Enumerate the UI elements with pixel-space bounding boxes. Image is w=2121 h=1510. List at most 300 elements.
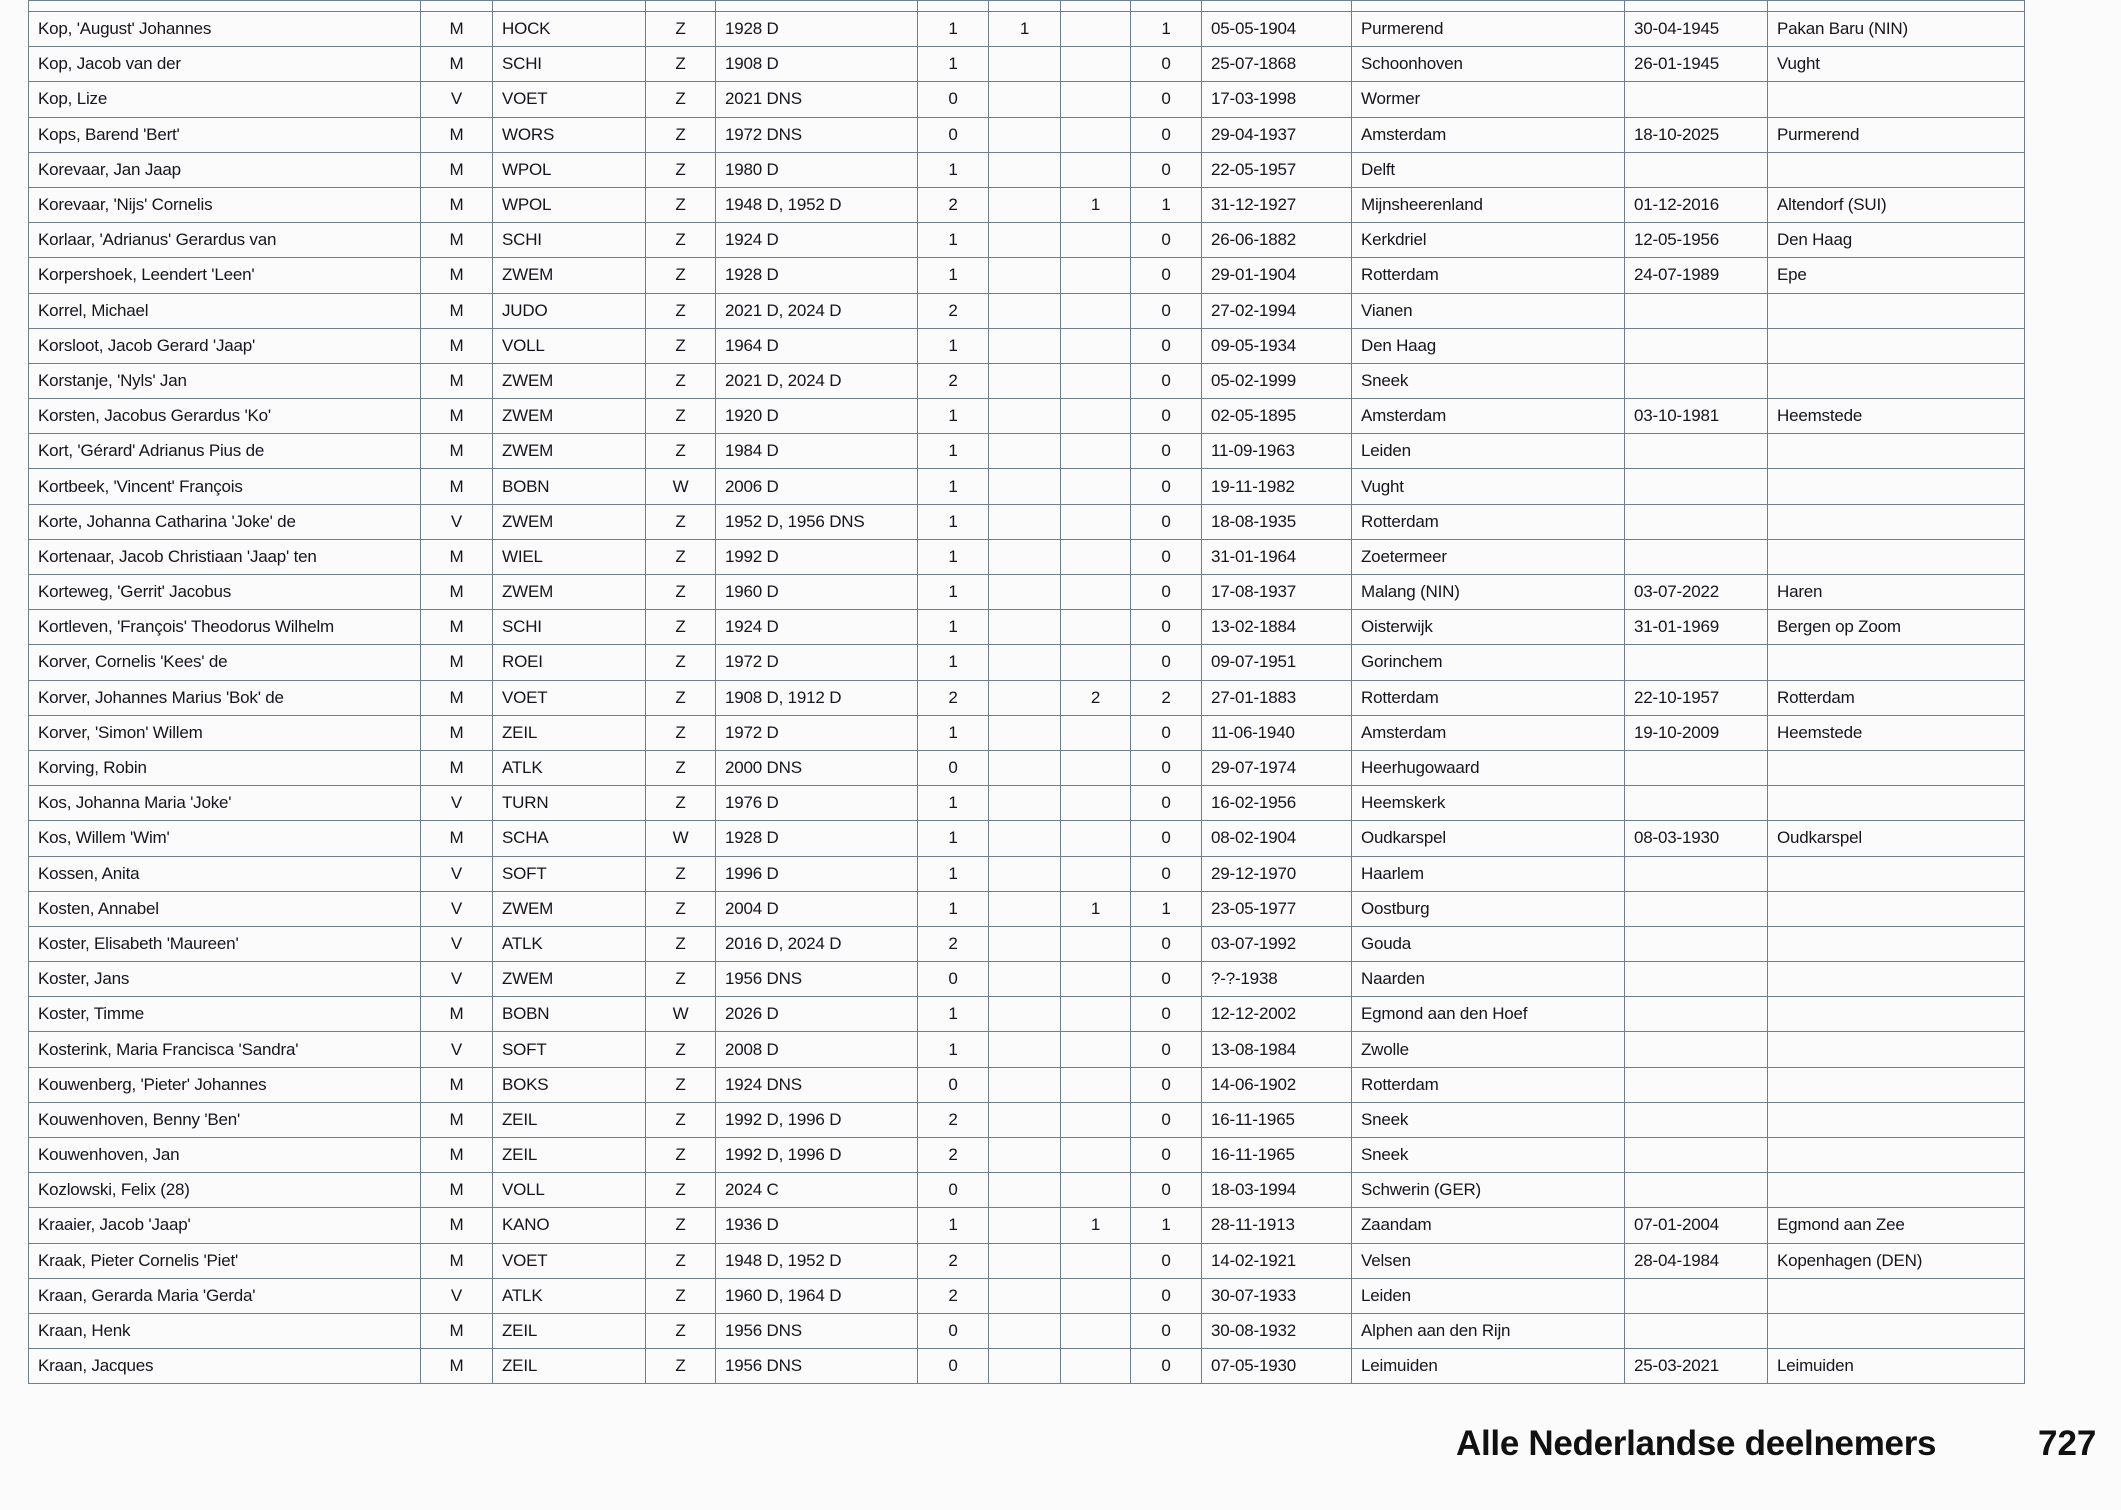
cell-death-date: [1625, 469, 1768, 504]
cell-name: Korver, Cornelis 'Kees' de: [29, 645, 421, 680]
cell-death-place: Heemstede: [1768, 715, 2025, 750]
cell-season: Z: [646, 891, 716, 926]
cell-gender: V: [421, 1278, 493, 1313]
cell-birth-place: Oostburg: [1352, 891, 1625, 926]
cell-birth-place: Amsterdam: [1352, 117, 1625, 152]
cell-sport: KANO: [493, 1208, 646, 1243]
cell-death-date: 31-01-1969: [1625, 610, 1768, 645]
cell-medal-total: 0: [1131, 1313, 1202, 1348]
cell-sport: JUDO: [493, 293, 646, 328]
cell-death-date: [1625, 1138, 1768, 1173]
cell-medal-gold: [989, 1208, 1061, 1243]
cell-medal-total: 1: [1131, 12, 1202, 47]
cell-games: 1948 D, 1952 D: [716, 1243, 918, 1278]
table-row: [29, 821, 2025, 856]
cell-season: Z: [646, 645, 716, 680]
cell-count: 2: [918, 1102, 989, 1137]
cell-birth-place: Purmerend: [1352, 12, 1625, 47]
cell-death-date: 28-04-1984: [1625, 1243, 1768, 1278]
cell-birth-place: Sneek: [1352, 1138, 1625, 1173]
cell-name: Korte, Johanna Catharina 'Joke' de: [29, 504, 421, 539]
cell-count: 1: [918, 786, 989, 821]
cell-gender: M: [421, 1173, 493, 1208]
cell-count: 1: [918, 504, 989, 539]
table-row: [29, 1313, 2025, 1348]
table-row: [29, 645, 2025, 680]
cell-name: Korsten, Jacobus Gerardus 'Ko': [29, 399, 421, 434]
cell-count: 1: [918, 575, 989, 610]
cell-death-place: [1768, 962, 2025, 997]
cell-count: 2: [918, 187, 989, 222]
table-row: [29, 962, 2025, 997]
cell-count: 2: [918, 363, 989, 398]
cell-medal-total: 0: [1131, 399, 1202, 434]
cell-name: Kos, Johanna Maria 'Joke': [29, 786, 421, 821]
cell-gender: M: [421, 152, 493, 187]
cell-death-date: 18-10-2025: [1625, 117, 1768, 152]
cell-season: Z: [646, 539, 716, 574]
cell-death-place: [1768, 645, 2025, 680]
cell-birth-place: Oudkarspel: [1352, 821, 1625, 856]
cell-birth-date: 13-02-1884: [1202, 610, 1352, 645]
cell-medal-silver: [1061, 1138, 1131, 1173]
cell-birth-place: Rotterdam: [1352, 258, 1625, 293]
cell-birth-place: Vianen: [1352, 293, 1625, 328]
cell-season: Z: [646, 328, 716, 363]
cell-count: 2: [918, 1278, 989, 1313]
cell-birth-place: Sneek: [1352, 363, 1625, 398]
cell-birth-date: 14-02-1921: [1202, 1243, 1352, 1278]
cell-medal-total: 0: [1131, 47, 1202, 82]
cell-gender: M: [421, 610, 493, 645]
cell-count: 1: [918, 434, 989, 469]
cell-name: Kozlowski, Felix (28): [29, 1173, 421, 1208]
cell-medal-gold: 1: [989, 12, 1061, 47]
cell-gender: M: [421, 645, 493, 680]
cell-medal-silver: [1061, 117, 1131, 152]
cell-name: Kossen, Anita: [29, 856, 421, 891]
cell-season: Z: [646, 1208, 716, 1243]
cell-death-place: [1768, 856, 2025, 891]
table-row: [29, 223, 2025, 258]
cell-season: Z: [646, 680, 716, 715]
cell-medal-gold: [989, 258, 1061, 293]
cell-medal-total: 0: [1131, 926, 1202, 961]
cell-death-date: [1625, 926, 1768, 961]
cell-medal-total: 0: [1131, 152, 1202, 187]
cell-medal-silver: 1: [1061, 891, 1131, 926]
cell-medal-total: 0: [1131, 1173, 1202, 1208]
cell-birth-place: Rotterdam: [1352, 1067, 1625, 1102]
cell-name: Korsloot, Jacob Gerard 'Jaap': [29, 328, 421, 363]
cell-count: 2: [918, 680, 989, 715]
cell-sport: VOLL: [493, 328, 646, 363]
cell-name: Kort, 'Gérard' Adrianus Pius de: [29, 434, 421, 469]
cell-birth-place: Schoonhoven: [1352, 47, 1625, 82]
table-row: [29, 469, 2025, 504]
cell-games: 1928 D: [716, 258, 918, 293]
cell-sport: WORS: [493, 117, 646, 152]
cell-medal-total: 0: [1131, 1349, 1202, 1384]
cell-birth-date: 18-08-1935: [1202, 504, 1352, 539]
cell-birth-place: Malang (NIN): [1352, 575, 1625, 610]
cell-count: 0: [918, 117, 989, 152]
cell-sport: ROEI: [493, 645, 646, 680]
cell-season: Z: [646, 1278, 716, 1313]
table-row: [29, 750, 2025, 785]
table-row: [29, 1243, 2025, 1278]
cell-birth-place: Velsen: [1352, 1243, 1625, 1278]
cell-medal-gold: [989, 504, 1061, 539]
cell-medal-silver: 1: [1061, 1208, 1131, 1243]
cell-death-place: [1768, 434, 2025, 469]
cell-count: 1: [918, 539, 989, 574]
cell-death-date: 30-04-1945: [1625, 12, 1768, 47]
cell-games: 1936 D: [716, 1208, 918, 1243]
cell-medal-silver: [1061, 645, 1131, 680]
table-row: [29, 786, 2025, 821]
cell-games: 2008 D: [716, 1032, 918, 1067]
cell-games: 1992 D, 1996 D: [716, 1138, 918, 1173]
cell-birth-place: Zaandam: [1352, 1208, 1625, 1243]
cell-birth-date: 14-06-1902: [1202, 1067, 1352, 1102]
cell-medal-gold: [989, 575, 1061, 610]
cell-gender: M: [421, 1102, 493, 1137]
cell-birth-date: 11-06-1940: [1202, 715, 1352, 750]
cell-medal-silver: [1061, 786, 1131, 821]
cell-medal-gold: [989, 821, 1061, 856]
cell-games: 2004 D: [716, 891, 918, 926]
cell-games: 1972 DNS: [716, 117, 918, 152]
table-row: [29, 12, 2025, 47]
cell-birth-date: 05-02-1999: [1202, 363, 1352, 398]
cell-medal-gold: [989, 926, 1061, 961]
cell-birth-date: 30-08-1932: [1202, 1313, 1352, 1348]
cell-season: Z: [646, 187, 716, 222]
cell-gender: V: [421, 1032, 493, 1067]
participants-table: [28, 0, 2025, 1384]
cell-death-date: [1625, 962, 1768, 997]
cell-death-date: [1625, 645, 1768, 680]
cell-name: Koster, Timme: [29, 997, 421, 1032]
table-row: [29, 152, 2025, 187]
cell-gender: V: [421, 504, 493, 539]
cell-death-place: [1768, 786, 2025, 821]
cell-games: 1948 D, 1952 D: [716, 187, 918, 222]
cell-birth-date: 28-11-1913: [1202, 1208, 1352, 1243]
cell-games: 2021 D, 2024 D: [716, 293, 918, 328]
page-number: 727: [2038, 1424, 2097, 1463]
cell-medal-silver: [1061, 363, 1131, 398]
cell-season: Z: [646, 926, 716, 961]
cell-medal-gold: [989, 152, 1061, 187]
cell-death-date: [1625, 539, 1768, 574]
cell-death-date: [1625, 1067, 1768, 1102]
cell-season: Z: [646, 82, 716, 117]
table-row: [29, 856, 2025, 891]
cell-death-place: Vught: [1768, 47, 2025, 82]
cell-count: 1: [918, 223, 989, 258]
cell-games: 1924 DNS: [716, 1067, 918, 1102]
cell-medal-gold: [989, 645, 1061, 680]
cell-games: 2016 D, 2024 D: [716, 926, 918, 961]
cell-games: 1928 D: [716, 821, 918, 856]
cell-birth-date: 30-07-1933: [1202, 1278, 1352, 1313]
cell-death-place: Leimuiden: [1768, 1349, 2025, 1384]
cell-gender: V: [421, 82, 493, 117]
cell-gender: M: [421, 1313, 493, 1348]
cell-gender: M: [421, 575, 493, 610]
cell-medal-silver: [1061, 1313, 1131, 1348]
cell-birth-place: Egmond aan den Hoef: [1352, 997, 1625, 1032]
cell-gender: V: [421, 962, 493, 997]
cell-birth-place: Leimuiden: [1352, 1349, 1625, 1384]
cell-medal-total: 0: [1131, 750, 1202, 785]
cell-medal-gold: [989, 47, 1061, 82]
table-row: [29, 399, 2025, 434]
cell-death-date: [1625, 152, 1768, 187]
cell-medal-silver: [1061, 434, 1131, 469]
cell-medal-total: 0: [1131, 645, 1202, 680]
cell-sport: ZEIL: [493, 1349, 646, 1384]
cell-sport: HOCK: [493, 12, 646, 47]
cell-medal-gold: [989, 187, 1061, 222]
cell-gender: M: [421, 821, 493, 856]
cell-medal-total: 0: [1131, 469, 1202, 504]
cell-medal-silver: 1: [1061, 187, 1131, 222]
cell-birth-date: 27-01-1883: [1202, 680, 1352, 715]
cell-death-place: Haren: [1768, 575, 2025, 610]
cell-games: 1924 D: [716, 223, 918, 258]
cell-death-date: [1625, 328, 1768, 363]
cell-birth-date: 08-02-1904: [1202, 821, 1352, 856]
cell-death-place: [1768, 1313, 2025, 1348]
cell-death-place: Den Haag: [1768, 223, 2025, 258]
cell-death-date: [1625, 293, 1768, 328]
cell-gender: V: [421, 891, 493, 926]
cell-death-date: [1625, 82, 1768, 117]
cell-birth-date: 17-03-1998: [1202, 82, 1352, 117]
cell-birth-place: Mijnsheerenland: [1352, 187, 1625, 222]
cell-count: 0: [918, 82, 989, 117]
cell-death-place: [1768, 1067, 2025, 1102]
table-row: [29, 434, 2025, 469]
cell-sport: SCHA: [493, 821, 646, 856]
cell-sport: ZWEM: [493, 363, 646, 398]
cell-birth-date: 29-07-1974: [1202, 750, 1352, 785]
cell-gender: M: [421, 223, 493, 258]
cell-count: 2: [918, 1243, 989, 1278]
cell-medal-silver: [1061, 12, 1131, 47]
cell-gender: V: [421, 786, 493, 821]
cell-gender: M: [421, 1243, 493, 1278]
cell-count: 2: [918, 1138, 989, 1173]
cell-medal-silver: [1061, 962, 1131, 997]
cell-birth-date: 17-08-1937: [1202, 575, 1352, 610]
cell-medal-total: 0: [1131, 258, 1202, 293]
cell-season: Z: [646, 363, 716, 398]
cell-medal-silver: [1061, 47, 1131, 82]
cell-season: Z: [646, 1138, 716, 1173]
cell-gender: M: [421, 363, 493, 398]
cell-gender: V: [421, 926, 493, 961]
cell-medal-silver: [1061, 223, 1131, 258]
table-row: [29, 1032, 2025, 1067]
cell-death-date: [1625, 786, 1768, 821]
table-row: [29, 328, 2025, 363]
cell-death-date: 22-10-1957: [1625, 680, 1768, 715]
cell-medal-silver: [1061, 504, 1131, 539]
cell-medal-total: 0: [1131, 1032, 1202, 1067]
cell-name: Kortenaar, Jacob Christiaan 'Jaap' ten: [29, 539, 421, 574]
cell-games: 1924 D: [716, 610, 918, 645]
cell-season: Z: [646, 610, 716, 645]
cell-birth-place: Schwerin (GER): [1352, 1173, 1625, 1208]
cell-count: 2: [918, 293, 989, 328]
cell-death-place: Heemstede: [1768, 399, 2025, 434]
cell-death-place: Epe: [1768, 258, 2025, 293]
cell-sport: ZEIL: [493, 1313, 646, 1348]
cell-games: 1996 D: [716, 856, 918, 891]
cell-birth-place: Den Haag: [1352, 328, 1625, 363]
cell-medal-gold: [989, 715, 1061, 750]
cell-name: Kraan, Henk: [29, 1313, 421, 1348]
cell-death-place: [1768, 469, 2025, 504]
cell-birth-place: Kerkdriel: [1352, 223, 1625, 258]
cell-birth-date: 11-09-1963: [1202, 434, 1352, 469]
table-body: [29, 1, 2025, 1384]
cell-medal-gold: [989, 1278, 1061, 1313]
cell-count: 1: [918, 610, 989, 645]
cell-name: Kortbeek, 'Vincent' François: [29, 469, 421, 504]
cell-season: Z: [646, 856, 716, 891]
cell-sport: BOBN: [493, 997, 646, 1032]
cell-medal-total: 0: [1131, 1278, 1202, 1313]
cell-birth-place: Heerhugowaard: [1352, 750, 1625, 785]
cell-birth-date: 09-05-1934: [1202, 328, 1352, 363]
cell-birth-date: 18-03-1994: [1202, 1173, 1352, 1208]
cell-gender: M: [421, 47, 493, 82]
cell-medal-silver: [1061, 1102, 1131, 1137]
cell-medal-total: 0: [1131, 715, 1202, 750]
cell-season: W: [646, 997, 716, 1032]
table-row: [29, 82, 2025, 117]
cell-medal-gold: [989, 117, 1061, 152]
cell-medal-total: 0: [1131, 539, 1202, 574]
cell-games: 2024 C: [716, 1173, 918, 1208]
table-row: [29, 293, 2025, 328]
cell-medal-gold: [989, 962, 1061, 997]
cell-sport: SCHI: [493, 610, 646, 645]
cell-medal-gold: [989, 1349, 1061, 1384]
cell-birth-date: 22-05-1957: [1202, 152, 1352, 187]
table-row: [29, 1208, 2025, 1243]
cell-gender: M: [421, 117, 493, 152]
cell-medal-silver: [1061, 1032, 1131, 1067]
cell-medal-gold: [989, 82, 1061, 117]
cell-season: Z: [646, 293, 716, 328]
cell-medal-silver: [1061, 469, 1131, 504]
cell-birth-place: Zwolle: [1352, 1032, 1625, 1067]
cell-death-date: 07-01-2004: [1625, 1208, 1768, 1243]
cell-sport: ZEIL: [493, 1138, 646, 1173]
table-row: [29, 610, 2025, 645]
table-row: [29, 539, 2025, 574]
cell-death-place: Bergen op Zoom: [1768, 610, 2025, 645]
cell-death-date: [1625, 504, 1768, 539]
cell-birth-place: Oisterwijk: [1352, 610, 1625, 645]
cell-sport: SCHI: [493, 47, 646, 82]
cell-games: 1992 D, 1996 D: [716, 1102, 918, 1137]
cell-medal-gold: [989, 1243, 1061, 1278]
cell-season: Z: [646, 1173, 716, 1208]
table-row: [29, 258, 2025, 293]
table-row: [29, 1067, 2025, 1102]
table-row: [29, 680, 2025, 715]
cell-medal-total: 1: [1131, 187, 1202, 222]
cell-name: Kops, Barend 'Bert': [29, 117, 421, 152]
cell-name: Korrel, Michael: [29, 293, 421, 328]
cell-games: 2006 D: [716, 469, 918, 504]
cell-medal-total: 0: [1131, 821, 1202, 856]
cell-name: Kop, Jacob van der: [29, 47, 421, 82]
cell-season: Z: [646, 399, 716, 434]
cell-death-place: [1768, 363, 2025, 398]
cell-death-date: 25-03-2021: [1625, 1349, 1768, 1384]
cell-medal-gold: [989, 1173, 1061, 1208]
cell-season: Z: [646, 715, 716, 750]
cell-gender: M: [421, 469, 493, 504]
cell-sport: ZWEM: [493, 504, 646, 539]
cell-season: Z: [646, 12, 716, 47]
cell-games: 1976 D: [716, 786, 918, 821]
cell-name: Koster, Elisabeth 'Maureen': [29, 926, 421, 961]
table-row: [29, 363, 2025, 398]
cell-medal-silver: [1061, 997, 1131, 1032]
cell-medal-gold: [989, 750, 1061, 785]
cell-birth-date: 13-08-1984: [1202, 1032, 1352, 1067]
cell-medal-gold: [989, 1032, 1061, 1067]
cell-medal-total: 0: [1131, 363, 1202, 398]
cell-death-place: [1768, 1173, 2025, 1208]
cell-birth-place: Naarden: [1352, 962, 1625, 997]
cell-sport: ZWEM: [493, 434, 646, 469]
cell-count: 1: [918, 1032, 989, 1067]
cell-birth-date: 31-01-1964: [1202, 539, 1352, 574]
cell-season: Z: [646, 504, 716, 539]
cell-medal-total: 0: [1131, 575, 1202, 610]
cell-games: 1972 D: [716, 645, 918, 680]
cell-count: 1: [918, 645, 989, 680]
cell-death-place: [1768, 1032, 2025, 1067]
cell-sport: ATLK: [493, 750, 646, 785]
cell-medal-silver: [1061, 1349, 1131, 1384]
cell-birth-date: 29-12-1970: [1202, 856, 1352, 891]
cell-games: 1980 D: [716, 152, 918, 187]
cell-sport: WIEL: [493, 539, 646, 574]
cell-name: Kop, Lize: [29, 82, 421, 117]
cell-gender: M: [421, 680, 493, 715]
cell-games: 1952 D, 1956 DNS: [716, 504, 918, 539]
cell-death-place: Pakan Baru (NIN): [1768, 12, 2025, 47]
cell-season: Z: [646, 1067, 716, 1102]
cell-medal-silver: [1061, 258, 1131, 293]
cell-gender: M: [421, 399, 493, 434]
cell-birth-place: Haarlem: [1352, 856, 1625, 891]
cell-medal-silver: [1061, 1243, 1131, 1278]
cell-gender: M: [421, 750, 493, 785]
cell-sport: ZWEM: [493, 399, 646, 434]
